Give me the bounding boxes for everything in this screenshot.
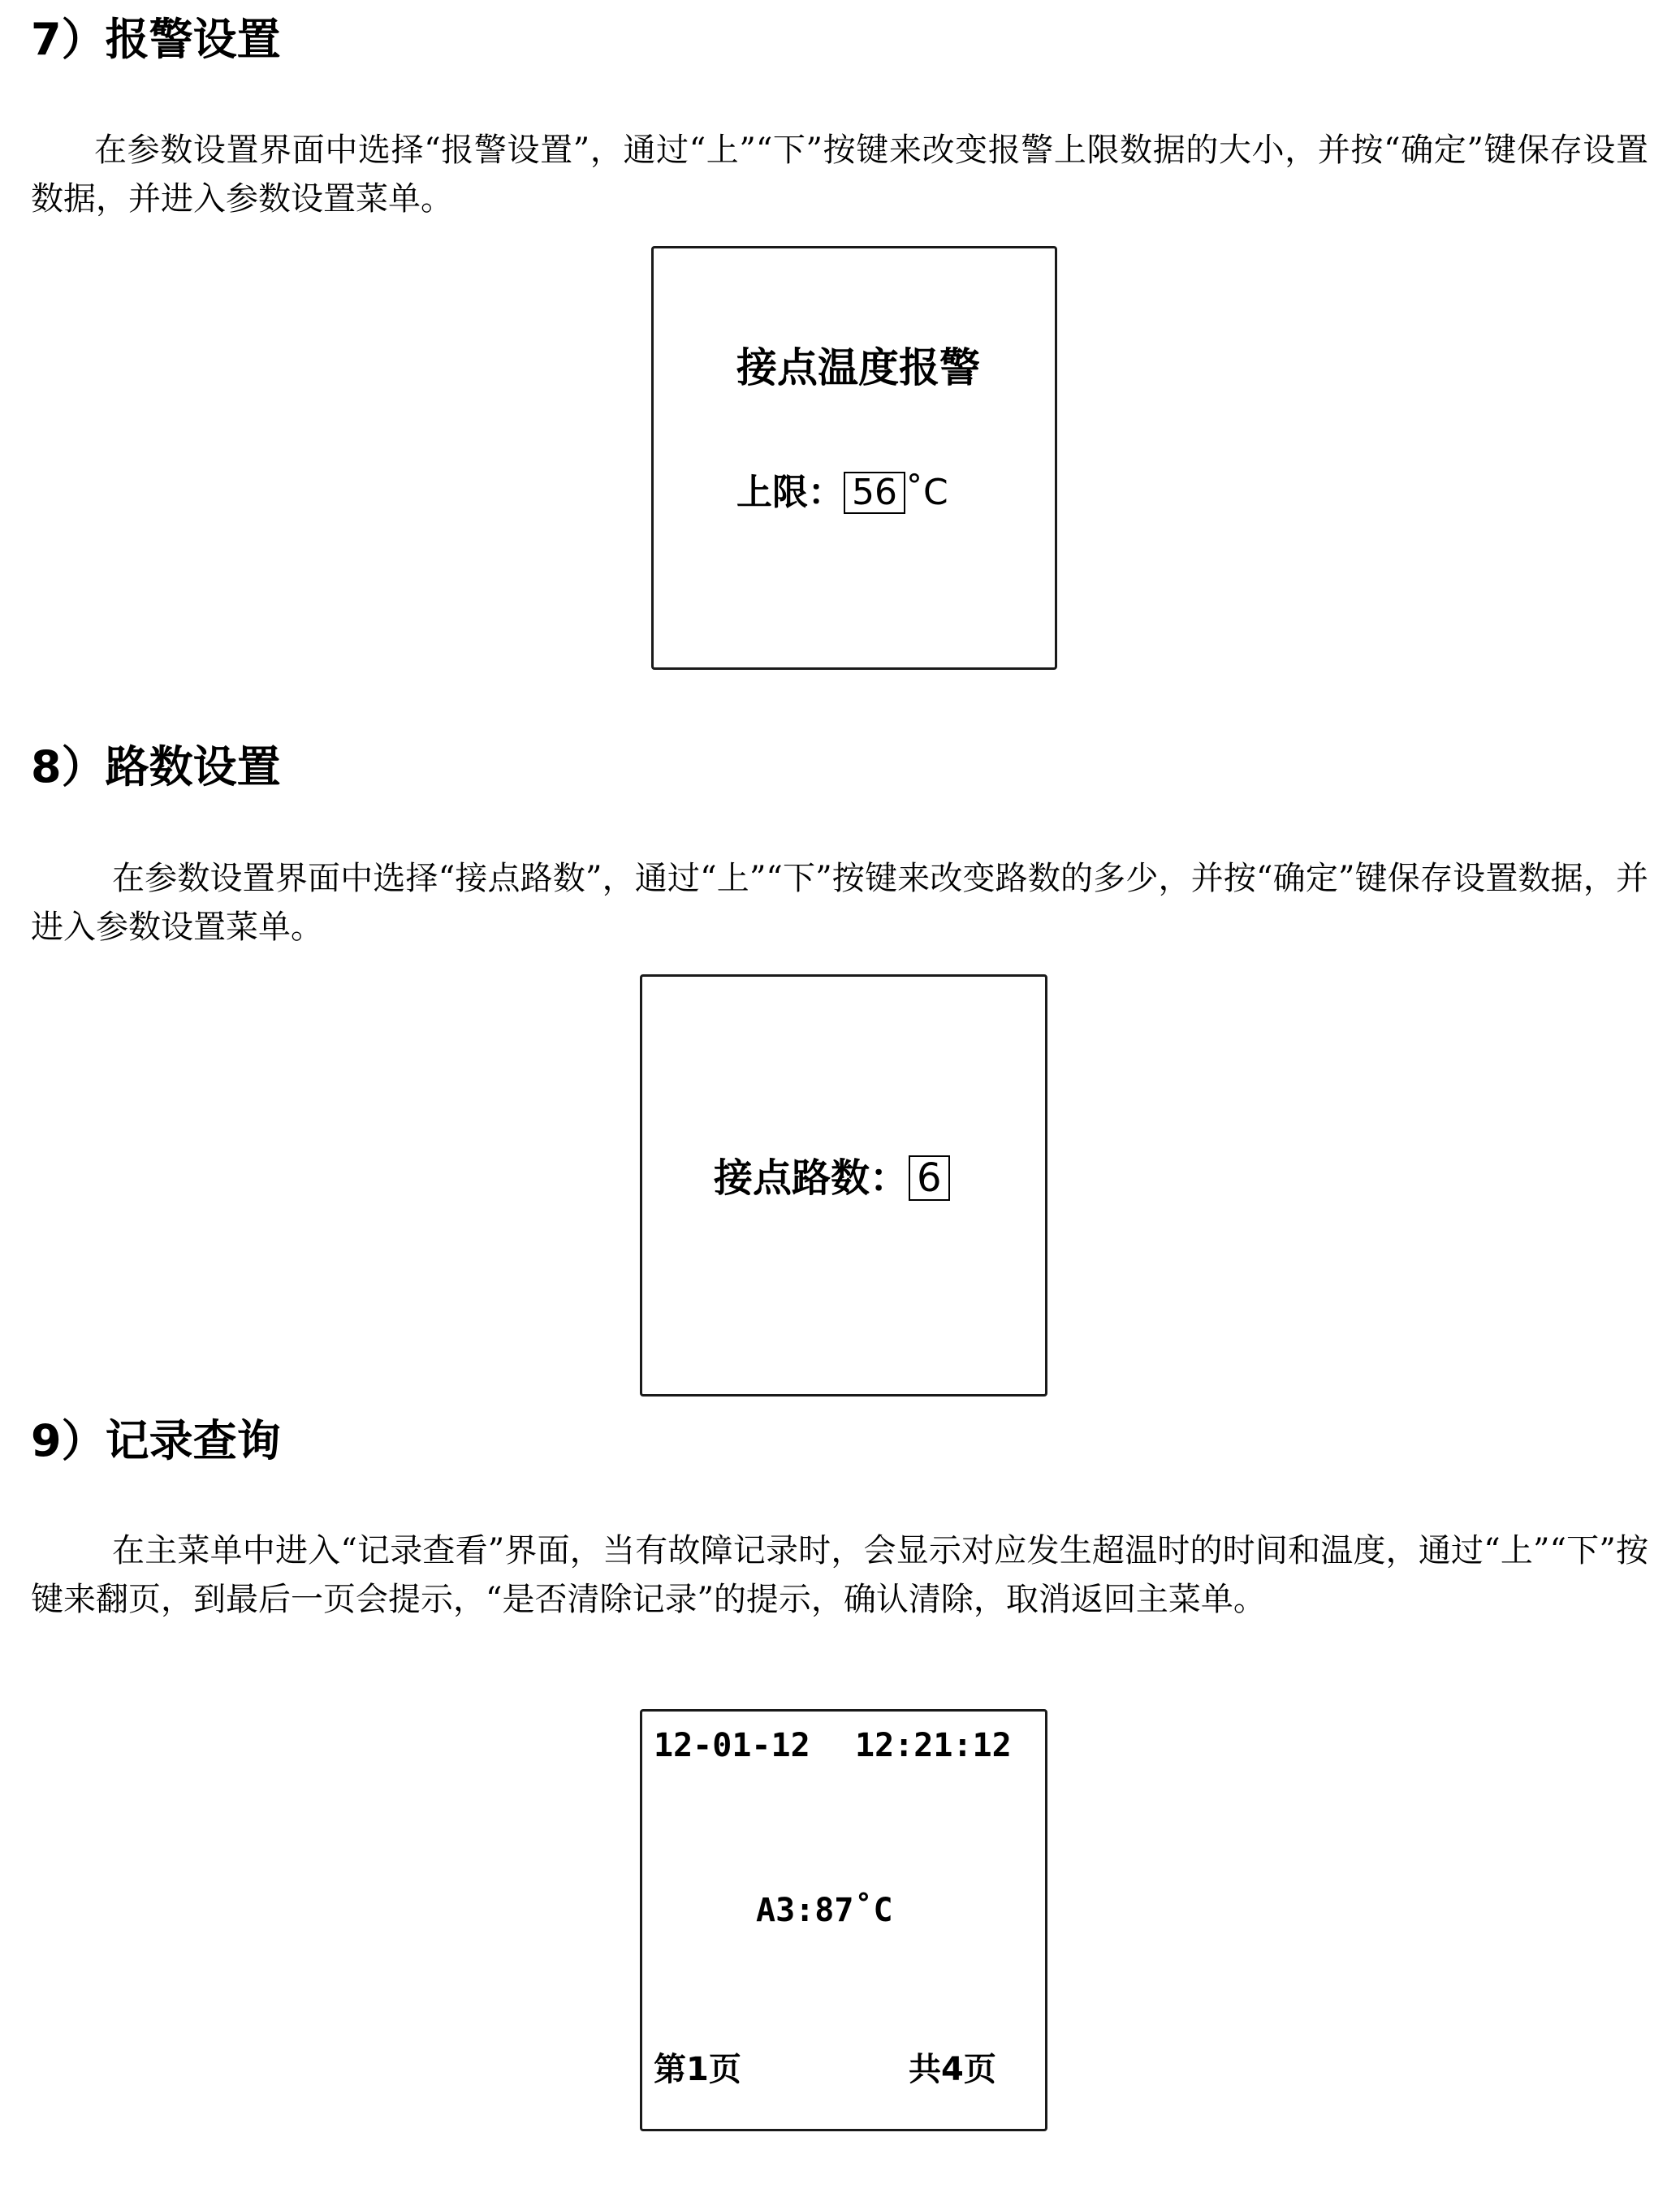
alarm-screen-title: 接点温度报警 bbox=[736, 344, 980, 391]
section-9-heading: 9）记录查询 bbox=[31, 1415, 281, 1466]
record-query-screen bbox=[640, 1709, 1047, 2131]
section-9-paragraph: 在主菜单中进入“记录查看”界面，当有故障记录时，会显示对应发生超温时的时间和温度，通过“上”“下”按键来翻页，到最后一页会提示，“是否清除记录”的提示，确认清除，取消返回主菜单。 bbox=[31, 1532, 1648, 1618]
channel-count-screen bbox=[640, 974, 1047, 1397]
alarm-limit-row bbox=[736, 472, 948, 514]
record-page-current[interactable]: 第1页 bbox=[654, 2051, 741, 2088]
record-reading: A3:87˚C bbox=[756, 1892, 893, 1929]
channel-count-value-box[interactable] bbox=[909, 1155, 950, 1201]
alarm-setting-screen bbox=[651, 246, 1057, 670]
alarm-limit-value: 56 bbox=[852, 472, 897, 513]
section-7-heading: 7）报警设置 bbox=[31, 14, 281, 65]
alarm-limit-value-box[interactable] bbox=[844, 472, 905, 514]
channel-count-row bbox=[714, 1155, 950, 1201]
record-date: 12-01-12 bbox=[654, 1727, 810, 1764]
channel-count-label: 接点路数： bbox=[714, 1155, 909, 1201]
section-8-paragraph: 在参数设置界面中选择“接点路数”，通过“上”“下”按键来改变路数的多少，并按“确定”键保存设置数据，并进入参数设置菜单。 bbox=[31, 860, 1648, 946]
alarm-limit-unit: ˚C bbox=[905, 472, 948, 513]
section-7-paragraph: 在参数设置界面中选择“报警设置”，通过“上”“下”按键来改变报警上限数据的大小，并按“确定”键保存设置数据，并进入参数设置菜单。 bbox=[31, 132, 1648, 218]
record-time: 12:21:12 bbox=[855, 1727, 1012, 1764]
alarm-limit-label: 上限： bbox=[736, 472, 844, 513]
channel-count-value: 6 bbox=[917, 1155, 942, 1201]
section-8-heading: 8）路数设置 bbox=[31, 741, 281, 792]
record-page-total: 共4页 bbox=[909, 2051, 996, 2088]
